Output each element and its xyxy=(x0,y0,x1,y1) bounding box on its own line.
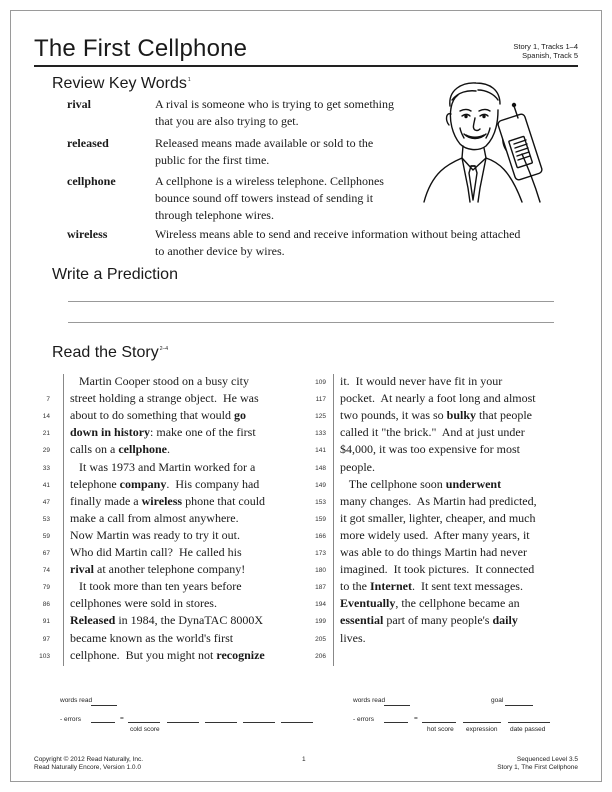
story-text-segment: The cellphone soon xyxy=(340,476,446,491)
copyright: Copyright © 2012 Read Naturally, Inc. xyxy=(34,756,144,763)
line-number: 33 xyxy=(42,464,50,472)
key-word: bulky xyxy=(446,408,477,423)
line-number: 74 xyxy=(42,567,50,575)
sequenced-level: Sequenced Level 3.5 xyxy=(516,756,578,763)
story-text-segment: it got smaller, lighter, cheaper, and much xyxy=(340,510,536,525)
line-number: 47 xyxy=(42,498,50,506)
title-rule xyxy=(34,65,578,67)
line-number: 59 xyxy=(42,532,50,540)
line-number: 206 xyxy=(315,652,326,660)
errors-label-left: - errors xyxy=(60,716,81,723)
goal-blank[interactable] xyxy=(505,705,533,706)
story-text-segment: telephone xyxy=(70,476,120,491)
vocab-definition xyxy=(155,135,373,169)
story-text-segment: It took more than ten years before xyxy=(70,579,242,594)
words-read-label-right: words read xyxy=(353,697,386,704)
errors-blank-right[interactable] xyxy=(384,722,408,723)
key-word: rival xyxy=(70,562,94,577)
errors-blank-left[interactable] xyxy=(91,722,115,723)
definition-line: that you are also trying to get. xyxy=(155,114,299,128)
expression-label: expression xyxy=(466,726,498,733)
date-passed-label: date passed xyxy=(510,726,546,733)
tracks-line-1: Story 1, Tracks 1–4 xyxy=(513,42,578,51)
vocab-term: rival xyxy=(67,97,91,111)
prediction-line-1[interactable] xyxy=(68,301,554,302)
words-read-label-left: words read xyxy=(60,697,93,704)
line-number: 194 xyxy=(315,601,326,609)
line-number: 199 xyxy=(315,618,326,626)
line-number: 159 xyxy=(315,515,326,523)
words-read-blank-left[interactable] xyxy=(91,705,117,706)
line-number: 41 xyxy=(42,481,50,489)
story-heading-text: Read the Story xyxy=(52,344,159,361)
story-text-segment: Now Martin was ready to try it out. xyxy=(70,527,240,542)
key-word: essential xyxy=(340,613,384,628)
key-word: Released xyxy=(70,613,116,628)
story-line xyxy=(70,596,217,611)
line-number: 29 xyxy=(42,447,50,455)
line-number: 53 xyxy=(42,515,50,523)
story-text-segment: Martin Cooper stood on a busy city xyxy=(70,374,249,388)
vocab-definition xyxy=(155,96,394,130)
story-text-segment: Who did Martin call? He called his xyxy=(70,545,242,559)
story-text-segment: at another telephone company! xyxy=(94,562,246,577)
story-text-segment: imagined. It took pictures. It connected xyxy=(340,562,535,577)
story-text-segment: cellphone. But you might not xyxy=(70,647,217,662)
blank-left-2[interactable] xyxy=(167,722,199,723)
line-number: 133 xyxy=(315,430,326,438)
prediction-line-2[interactable] xyxy=(68,322,554,323)
blank-left-5[interactable] xyxy=(281,722,313,723)
vocab-term: cellphone xyxy=(67,174,116,188)
line-number: 187 xyxy=(315,584,326,592)
vocab-term: wireless xyxy=(67,227,108,241)
line-number: 149 xyxy=(315,481,326,489)
story-text-segment: two pounds, it was so xyxy=(340,408,447,423)
line-number: 125 xyxy=(315,413,326,421)
line-number: 97 xyxy=(42,635,50,643)
story-text-segment: . It sent text messages. xyxy=(412,579,523,594)
story-line xyxy=(340,613,518,628)
story-line xyxy=(70,579,242,594)
line-number: 86 xyxy=(42,601,50,609)
key-word: Eventually xyxy=(340,596,396,611)
goal-label: goal xyxy=(491,697,504,704)
line-number: 173 xyxy=(315,550,326,557)
story-text-segment: more widely used. After many years, it xyxy=(340,527,530,542)
key-word: Internet xyxy=(370,579,412,594)
blank-left-4[interactable] xyxy=(243,722,275,723)
prediction-heading: Write a Prediction xyxy=(52,266,178,283)
story-line xyxy=(340,494,537,509)
man-with-cellphone-illustration xyxy=(418,78,558,203)
cold-score-label: cold score xyxy=(130,726,160,733)
line-number: 21 xyxy=(42,430,50,438)
line-number: 205 xyxy=(315,635,326,643)
date-passed-blank[interactable] xyxy=(508,722,550,723)
key-word: go xyxy=(234,408,246,423)
line-number: 148 xyxy=(315,464,326,472)
story-text-segment: It was 1973 and Martin worked for a xyxy=(70,459,256,474)
story-text-segment: many changes. As Martin had predicted, xyxy=(340,493,537,508)
story-text-segment: . xyxy=(167,442,170,457)
story-line xyxy=(340,562,534,577)
equals-sign-right: = xyxy=(414,715,418,722)
story-line xyxy=(340,631,366,646)
vocab-term: released xyxy=(67,136,109,150)
left-column-rule xyxy=(63,374,64,666)
story-text-segment: about to do something that would xyxy=(70,408,234,423)
story-text-segment: people. xyxy=(340,459,375,474)
story-line xyxy=(340,596,520,611)
hot-score-label: hot score xyxy=(427,726,454,733)
definition-line: public for the first time. xyxy=(155,153,270,167)
vocab-definition xyxy=(155,226,520,260)
story-text-segment: called it "the brick." And at just under xyxy=(340,425,525,440)
story-text-segment: it. It would never have fit in your xyxy=(340,374,503,388)
definition-line: Wireless means able to send and receive information without being attached xyxy=(155,227,521,241)
line-number: 153 xyxy=(315,498,326,506)
story-text-segment: to the xyxy=(340,579,370,594)
story-line xyxy=(70,631,233,646)
story-text-segment: finally made a xyxy=(70,493,142,508)
line-number: 109 xyxy=(315,379,326,386)
story-line xyxy=(340,460,375,475)
story-line xyxy=(70,477,259,492)
line-number: 67 xyxy=(42,550,50,557)
equals-sign-left: = xyxy=(120,715,124,722)
story-line xyxy=(340,477,501,492)
vocab-heading xyxy=(52,75,191,93)
line-number: 79 xyxy=(42,584,50,592)
line-number: 91 xyxy=(42,618,50,626)
page-number: 1 xyxy=(302,756,306,763)
story-text-segment: cellphones were sold in stores. xyxy=(70,596,217,611)
vocab-heading-text: Review Key Words xyxy=(52,75,187,92)
story-line xyxy=(70,528,240,543)
line-number: 103 xyxy=(39,652,50,660)
story-line xyxy=(70,374,249,389)
expression-blank[interactable] xyxy=(463,722,501,723)
definition-line: to another device by wires. xyxy=(155,244,285,258)
story-line xyxy=(70,408,246,423)
story-text-segment: became known as the world's first xyxy=(70,630,234,645)
vocab-heading-sup: 1 xyxy=(187,77,191,83)
story-text-segment: , the cellphone became an xyxy=(395,596,520,611)
line-number: 141 xyxy=(315,447,326,455)
story-line xyxy=(70,562,245,577)
story-line xyxy=(70,425,256,440)
footer-left xyxy=(34,756,143,772)
story-heading xyxy=(52,344,168,362)
line-number: 14 xyxy=(42,413,50,421)
story-line xyxy=(70,545,242,560)
story-text-segment: : make one of the first xyxy=(150,425,256,440)
key-word: company xyxy=(119,476,167,491)
story-line xyxy=(340,425,525,440)
page-title: The First Cellphone xyxy=(34,35,248,62)
story-line xyxy=(70,442,170,457)
errors-label-right: - errors xyxy=(353,716,374,723)
footer-right xyxy=(497,756,578,772)
story-text-segment: was able to do things Martin had never xyxy=(340,545,527,559)
cold-score-blank[interactable] xyxy=(128,722,160,723)
story-line xyxy=(70,494,265,509)
story-line xyxy=(70,613,263,628)
story-text-segment: lives. xyxy=(340,630,366,645)
hot-score-blank[interactable] xyxy=(422,722,456,723)
key-word: wireless xyxy=(141,493,183,508)
story-heading-sup: 2–4 xyxy=(159,346,169,352)
definition-line: Released means made available or sold to the xyxy=(155,136,374,150)
story-line xyxy=(340,374,502,389)
line-number: 180 xyxy=(315,567,326,575)
key-word: underwent xyxy=(445,476,502,491)
tracks-line-2: Spanish, Track 5 xyxy=(522,51,578,60)
story-text-segment: make a call from almost anywhere. xyxy=(70,510,239,525)
line-number: 7 xyxy=(46,396,50,404)
story-line xyxy=(70,460,255,475)
story-text-segment: in 1984, the DynaTAC 8000X xyxy=(115,613,264,628)
audio-tracks xyxy=(513,42,578,60)
line-number: 166 xyxy=(315,532,326,540)
story-line xyxy=(340,579,523,594)
story-line xyxy=(340,528,530,543)
story-text-segment: pocket. At nearly a foot long and almost xyxy=(340,391,536,406)
story-text-segment: phone that could xyxy=(182,493,266,508)
version: Read Naturally Encore, Version 1.0.0 xyxy=(34,764,141,771)
story-text-segment: part of many people's xyxy=(383,613,493,628)
story-line xyxy=(70,648,265,663)
key-word: cellphone xyxy=(118,442,167,457)
blank-left-3[interactable] xyxy=(205,722,237,723)
key-word: recognize xyxy=(216,647,265,662)
story-line xyxy=(340,511,536,526)
words-read-blank-right[interactable] xyxy=(384,705,410,706)
story-line xyxy=(340,408,532,423)
definition-line: bounce sound off towers instead of sending it xyxy=(155,191,374,205)
story-line xyxy=(340,545,527,560)
definition-line: A cellphone is a wireless telephone. Cellphones xyxy=(155,174,384,188)
key-word: down in history xyxy=(70,425,151,440)
definition-line: through telephone wires. xyxy=(155,208,274,222)
story-text-segment: calls on a xyxy=(70,442,119,457)
story-line xyxy=(340,442,520,457)
story-line xyxy=(340,391,536,406)
vocab-definition xyxy=(155,173,384,224)
story-line xyxy=(70,511,239,526)
story-name: Story 1, The First Cellphone xyxy=(497,764,578,771)
story-text-segment: $4,000, it was too expensive for most xyxy=(340,442,520,457)
right-column-rule xyxy=(333,374,334,666)
story-text-segment: . His company had xyxy=(166,476,260,491)
story-text-segment: that people xyxy=(476,408,533,423)
line-number: 117 xyxy=(315,396,326,404)
key-word: daily xyxy=(492,613,518,628)
definition-line: A rival is someone who is trying to get something xyxy=(155,97,394,111)
story-text-segment: street holding a strange object. He was xyxy=(70,391,259,406)
story-line xyxy=(70,391,259,406)
